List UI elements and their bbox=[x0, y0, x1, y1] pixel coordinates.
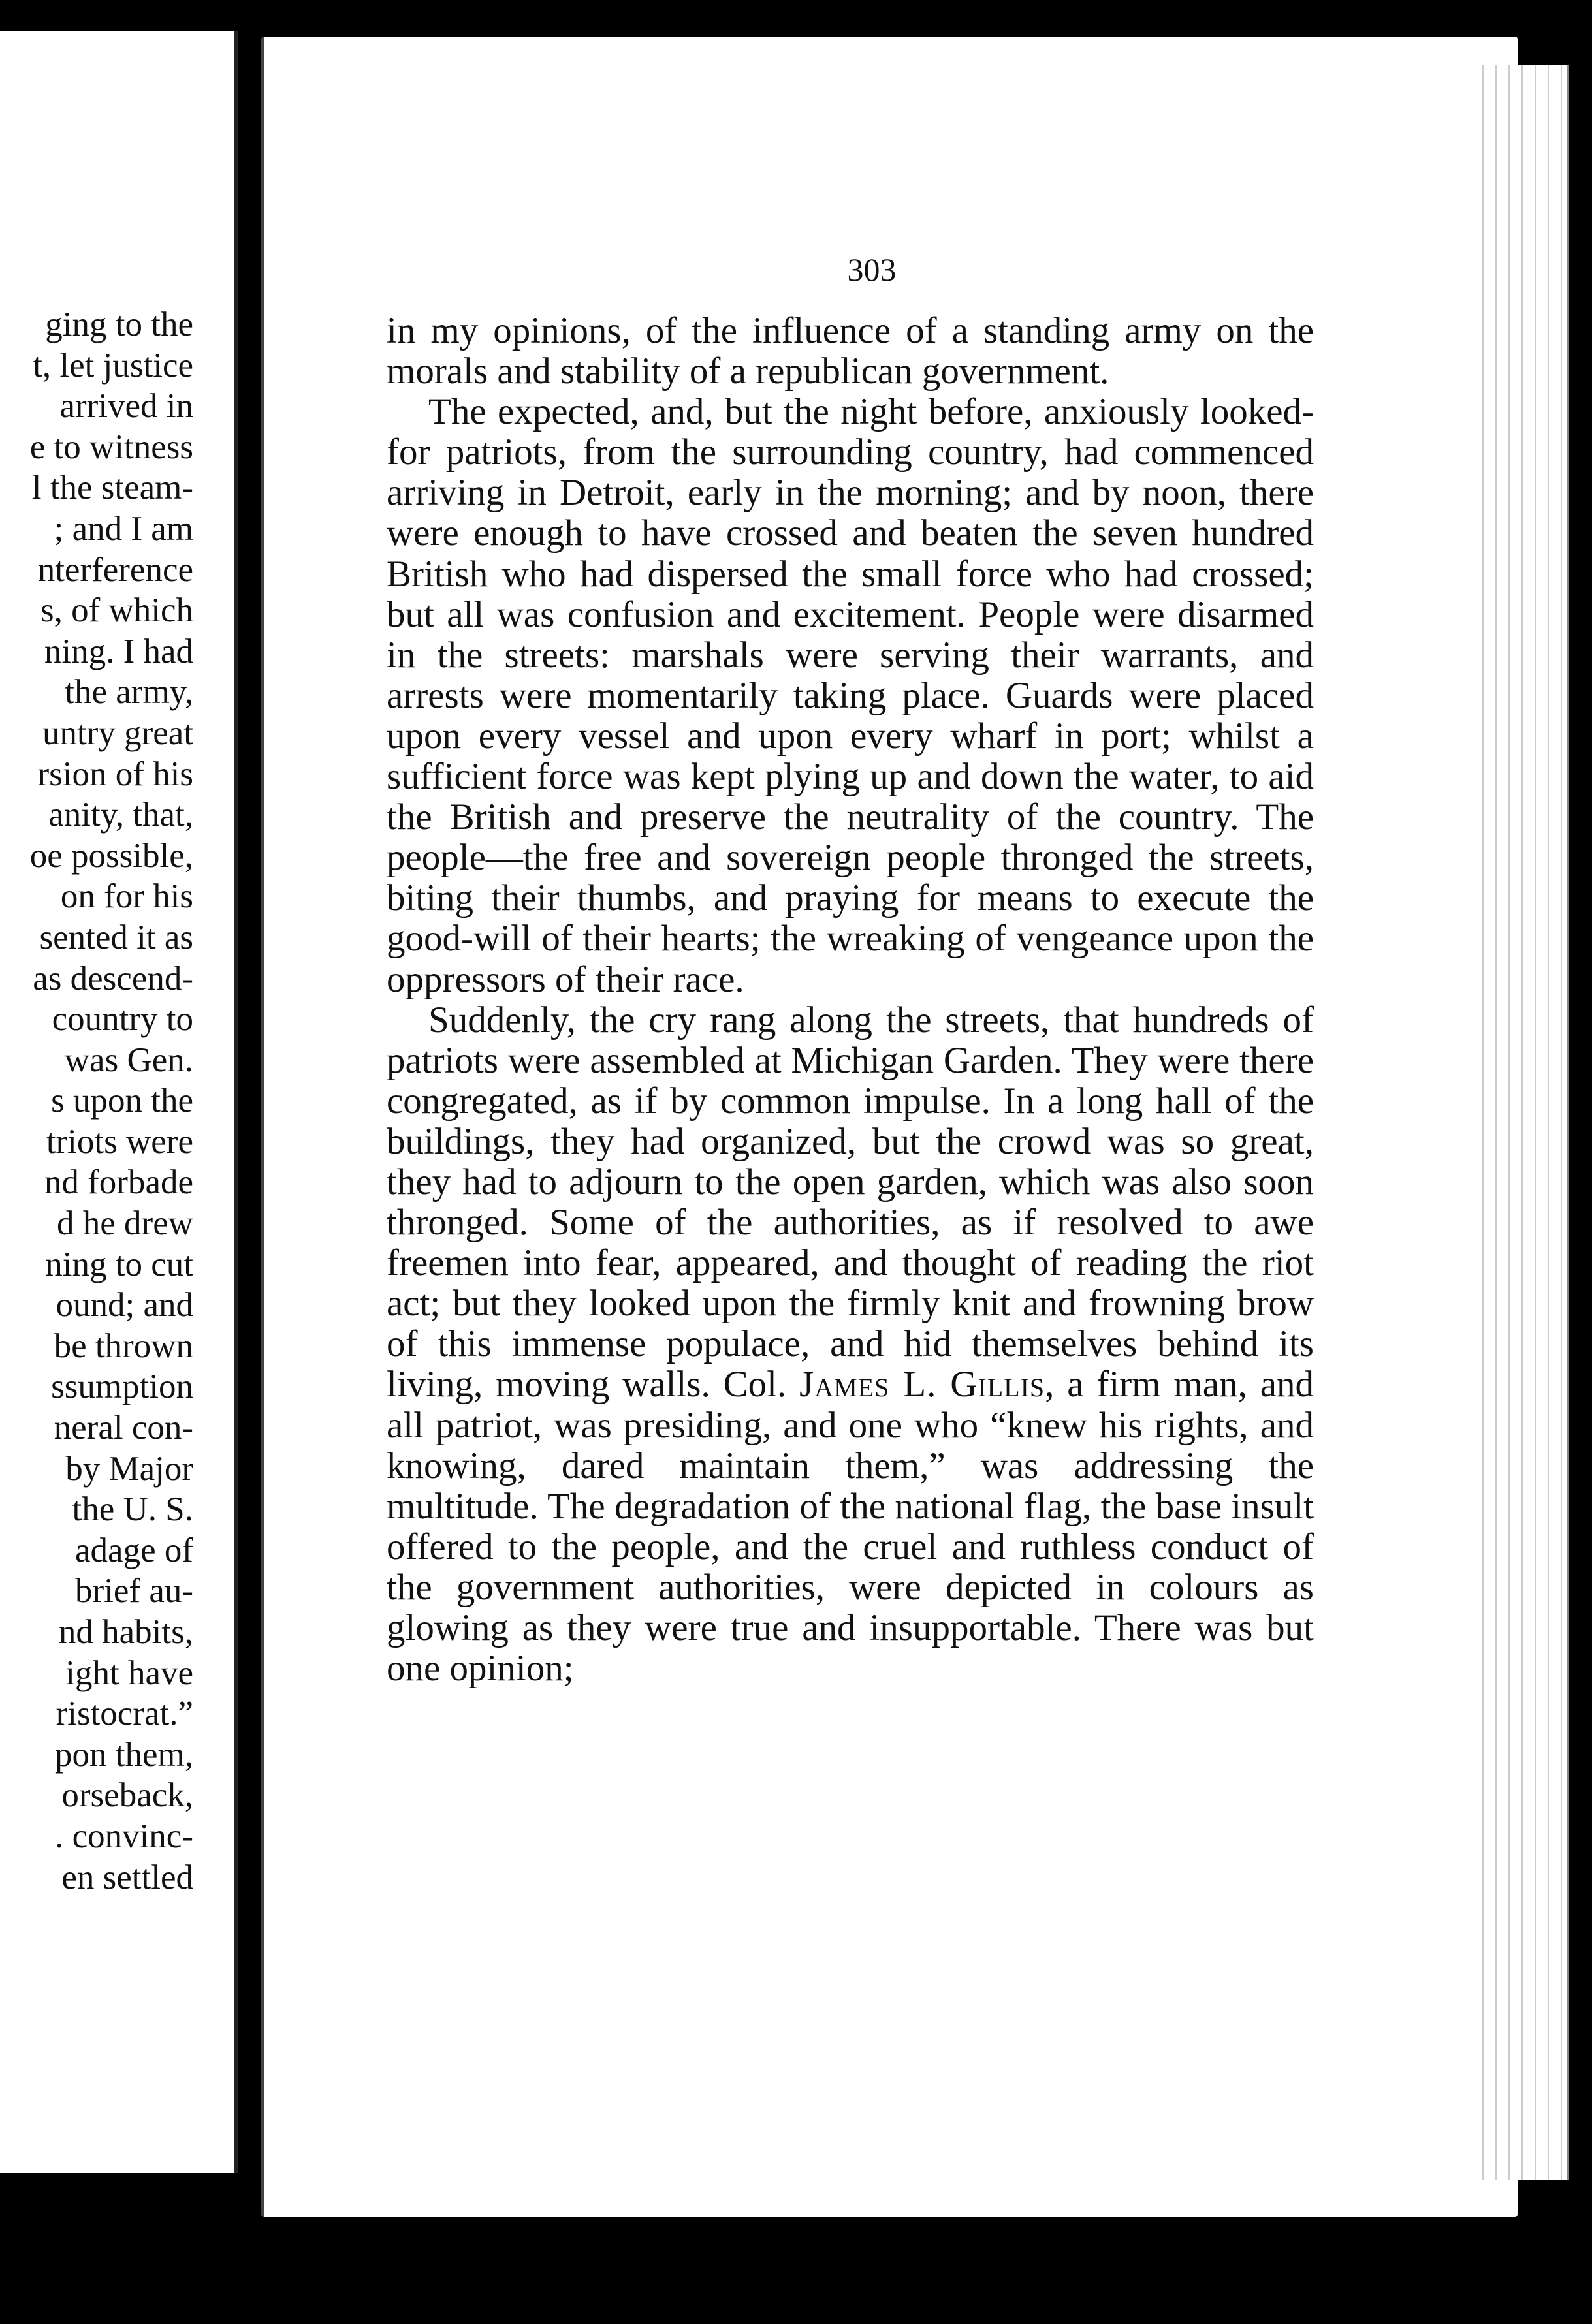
paragraph-3 bbox=[387, 1000, 1314, 1689]
left-page-line: the army, bbox=[65, 673, 193, 712]
left-page-line: s, of which bbox=[40, 591, 193, 630]
left-page-line: ight have bbox=[65, 1654, 193, 1692]
paragraph-3-end: , a firm man, and all patriot, was presiding, and one who “knew his rights, and knowing, dared maintain them,” was addressing the multitude. The degradation of the national flag, the base insult offered to the people, and the cruel and ruthless conduct of the government authorities, were depicted in colours as glowing as they were true and insupportable. There was but one opinion; bbox=[387, 1364, 1314, 1689]
left-page-line: . convinc- bbox=[55, 1817, 193, 1855]
left-page-line: en settled bbox=[61, 1858, 193, 1896]
left-page-line: t, let justice bbox=[33, 346, 193, 385]
left-page-line: ristocrat.” bbox=[56, 1695, 193, 1733]
left-page-text bbox=[0, 304, 193, 1898]
paragraph-3-start: Suddenly, the cry rang along the streets, that hundreds of patriots were assembled at Michigan Garden. They were there congregated, as if by common impulse. In a long hall of the buildings, they had organized, but the crowd was so great, they had to adjourn to the open garden, which was also soon thronged. Some of the authorities, as if resolved to awe freemen into fear, appeared, and thought of reading the riot act; but they looked upon the firmly knit and frowning brow of this immense populace, and hid themselves behind its living, moving walls. Col. bbox=[387, 999, 1314, 1405]
left-page-line: orseback, bbox=[61, 1776, 193, 1815]
left-page-line: ning to cut bbox=[45, 1245, 193, 1283]
left-page-line: was Gen. bbox=[64, 1041, 193, 1079]
left-page-line: ning. I had bbox=[44, 632, 193, 670]
left-page-line: untry great bbox=[42, 714, 193, 752]
left-page bbox=[0, 31, 238, 2173]
left-page-line: nd habits, bbox=[58, 1613, 193, 1651]
left-page-line: neral con- bbox=[54, 1409, 193, 1447]
left-page-line: on for his bbox=[60, 877, 193, 916]
paragraph-1: in my opinions, of the influence of a standing army on the morals and stability of a republican government. bbox=[387, 310, 1314, 392]
left-page-line: d he drew bbox=[57, 1204, 193, 1243]
left-page-line: arrived in bbox=[59, 387, 193, 426]
page-number: 303 bbox=[847, 251, 897, 288]
left-page-line: l the steam- bbox=[31, 469, 193, 507]
left-page-line: pon them, bbox=[55, 1735, 193, 1774]
left-page-line: nd forbade bbox=[44, 1163, 193, 1202]
left-page-line: anity, that, bbox=[48, 796, 193, 834]
body-text bbox=[387, 311, 1314, 1689]
left-page-line: ging to the bbox=[45, 306, 193, 343]
person-name: James L. Gillis bbox=[799, 1364, 1045, 1405]
left-page-line: sented it as bbox=[39, 918, 193, 956]
left-page-line: brief au- bbox=[75, 1572, 193, 1610]
paragraph-2: The expected, and, but the night before, anxiously looked-for patriots, from the surrounding country, had commenced arriving in Detroit, early in the morning; and by noon, there were enough to have crossed and beaten the seven hundred British who had dispersed the small force who had crossed; but all was confusion and excitement. People were disarmed in the streets: marshals were serving their warrants, and arrests were momentarily taking place. Guards were placed upon every vessel and upon every wharf in port; whilst a sufficient force was kept plying up and down the water, to aid the British and preserve the neutrality of the country. The people—the free and sovereign people thronged the streets, biting their thumbs, and praying for means to execute the good-will of their hearts; the wreaking of vengeance upon the oppressors of their race. bbox=[387, 391, 1314, 1000]
left-page-line: by Major bbox=[65, 1449, 193, 1488]
left-page-line: ound; and bbox=[56, 1286, 193, 1325]
left-page-line: the U. S. bbox=[72, 1490, 193, 1529]
left-page-line: triots were bbox=[46, 1122, 193, 1161]
left-page-line: s upon the bbox=[51, 1082, 193, 1120]
left-page-line: rsion of his bbox=[37, 755, 193, 793]
left-page-line: oe possible, bbox=[29, 836, 193, 875]
page-edges bbox=[1476, 65, 1569, 2180]
left-page-line: adage of bbox=[75, 1531, 193, 1569]
left-page-line: e to witness bbox=[29, 428, 193, 466]
left-page-line: nterference bbox=[37, 550, 193, 589]
left-page-line: country to bbox=[52, 1000, 193, 1039]
left-page-line: as descend- bbox=[33, 959, 193, 997]
left-page-line: be thrown bbox=[54, 1327, 193, 1365]
left-page-line: ssumption bbox=[51, 1368, 193, 1406]
left-page-line: ; and I am bbox=[54, 509, 193, 548]
